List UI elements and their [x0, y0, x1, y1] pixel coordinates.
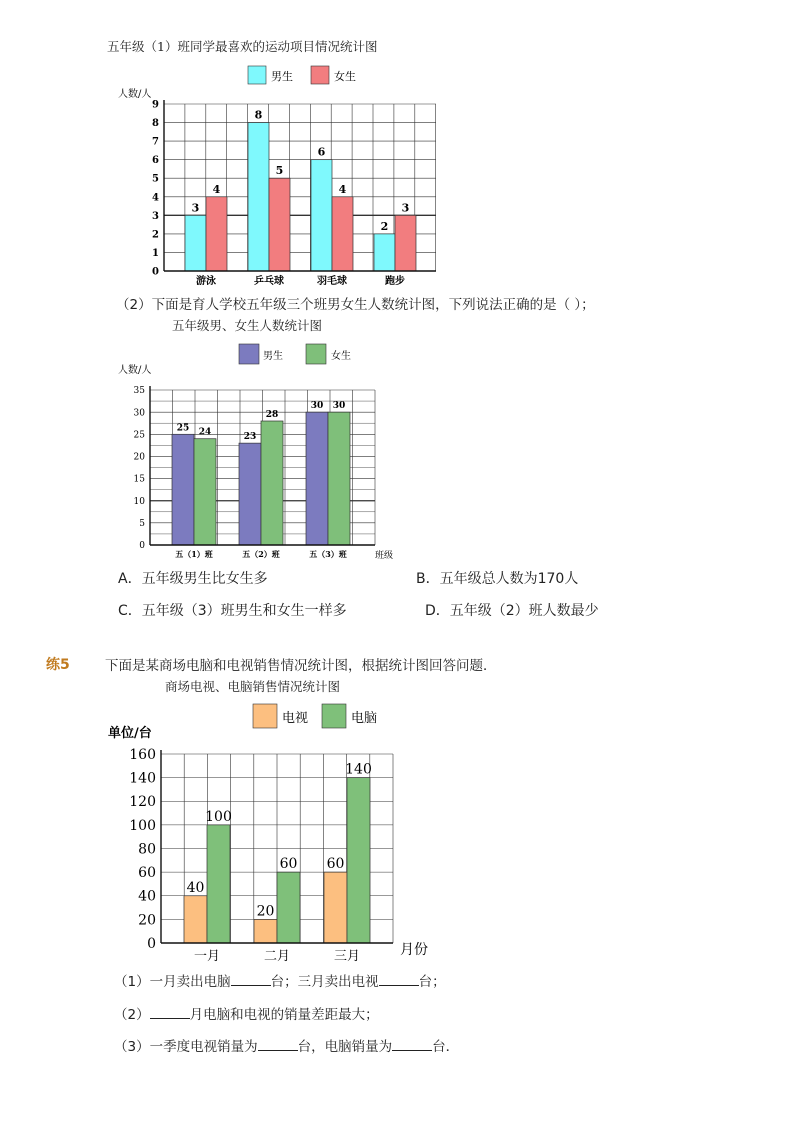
bar-tv-3 [324, 872, 347, 943]
data-label: 60 [279, 856, 298, 873]
data-label: 28 [265, 410, 279, 420]
y-tick-label: 5 [139, 519, 145, 530]
q1-part-c: 台； [418, 974, 446, 990]
data-label: 60 [326, 856, 345, 873]
q2-blank-1[interactable] [150, 1018, 190, 1019]
option-d[interactable]: D．五年级（2）班人数最少 [425, 603, 599, 619]
subquestion-1 [114, 970, 446, 990]
data-label: 30 [332, 401, 346, 412]
data-label: 24 [198, 427, 212, 438]
bar-boys-2 [239, 443, 261, 545]
subquestion-3 [114, 1035, 459, 1055]
bar-tv-1 [184, 896, 207, 943]
legend-boys-label: 男生 [263, 351, 283, 362]
chart2-svg [0, 330, 800, 570]
bar-pc-1 [207, 825, 230, 943]
bar-girls-2 [269, 178, 290, 271]
x-category-label: 三月 [333, 949, 361, 964]
y-tick-label: 6 [152, 155, 159, 167]
data-label: 140 [345, 761, 372, 778]
y-tick-label: 160 [129, 746, 156, 763]
x-category-label: 羽毛球 [317, 276, 347, 287]
bar-girls-1 [206, 197, 227, 271]
legend-girls-swatch [311, 66, 329, 84]
q3-part-a: （3）一季度电视销量为 [114, 1039, 258, 1055]
legend-tv-label: 电视 [282, 711, 309, 726]
x-category-label: 五（3）班 [309, 549, 347, 559]
chart2-xlabel: 班级 [375, 551, 394, 561]
y-tick-label: 120 [129, 794, 156, 811]
legend-boys-swatch [239, 344, 259, 364]
x-category-label: 一月 [193, 949, 221, 964]
chart3-title: 商场电视、电脑销售情况统计图 [165, 679, 341, 694]
chart1-title: 五年级（1）班同学最喜欢的运动项目情况统计图 [107, 39, 378, 54]
q1-blank-2[interactable] [379, 985, 419, 986]
bar-boys-2 [248, 123, 269, 271]
bar-girls-3 [332, 197, 353, 271]
data-label: 25 [176, 423, 190, 434]
q1-blank-1[interactable] [231, 985, 271, 986]
chart1-svg [0, 0, 800, 300]
data-label: 20 [256, 903, 275, 920]
legend-girls-label: 女生 [334, 70, 356, 83]
y-tick-label: 5 [152, 173, 159, 185]
bar-pc-3 [347, 778, 370, 943]
y-tick-label: 4 [152, 192, 159, 204]
question2-text: （2）下面是育人学校五年级三个班男女生人数统计图，下列说法正确的是（ ）； [116, 297, 595, 313]
data-label: 23 [243, 432, 257, 443]
bar-pc-2 [277, 872, 300, 943]
y-tick-label: 9 [152, 99, 159, 111]
bar-girls-4 [395, 215, 416, 271]
bar-girls-3 [328, 412, 350, 545]
legend-pc-swatch [322, 704, 346, 728]
y-tick-label: 30 [133, 408, 145, 419]
legend-girls-swatch [306, 344, 326, 364]
y-tick-label: 140 [129, 770, 156, 787]
x-category-label: 游泳 [196, 276, 216, 287]
x-category-label: 二月 [263, 949, 291, 964]
y-tick-label: 100 [129, 817, 156, 834]
y-tick-label: 0 [147, 935, 156, 952]
option-b[interactable]: B．五年级总人数为170人 [416, 571, 579, 587]
q3-blank-1[interactable] [258, 1050, 298, 1051]
x-category-label: 乒乓球 [254, 276, 284, 287]
data-label: 6 [317, 145, 326, 159]
bar-girls-1 [194, 439, 216, 545]
data-label: 4 [338, 182, 347, 196]
chart3-legend [253, 704, 377, 728]
q2-part-a: （2） [114, 1007, 150, 1023]
q1-part-a: （1）一月卖出电脑 [114, 974, 231, 990]
y-tick-label: 25 [133, 430, 145, 441]
bar-tv-2 [254, 919, 277, 943]
legend-boys-label: 男生 [271, 70, 293, 83]
bar-boys-3 [306, 412, 328, 545]
y-tick-label: 40 [138, 888, 156, 905]
option-c[interactable]: C．五年级（3）班男生和女生一样多 [118, 603, 347, 619]
data-label: 4 [212, 182, 221, 196]
q3-blank-2[interactable] [392, 1050, 432, 1051]
y-tick-label: 10 [133, 496, 145, 507]
chart3-svg [0, 695, 800, 965]
data-label: 8 [254, 108, 263, 122]
chart2-legend [239, 344, 351, 364]
legend-boys-swatch [248, 66, 266, 84]
option-a[interactable]: A．五年级男生比女生多 [118, 571, 268, 587]
y-tick-label: 20 [133, 452, 145, 463]
data-label: 3 [401, 201, 410, 215]
y-tick-label: 2 [152, 229, 159, 241]
y-tick-label: 80 [138, 841, 156, 858]
bar-girls-2 [261, 421, 283, 545]
x-category-label: 五（2）班 [242, 549, 280, 559]
q1-part-b: 台；三月卖出电视 [270, 974, 379, 990]
q3-part-b: 台，电脑销量为 [297, 1039, 393, 1055]
data-label: 100 [205, 808, 232, 825]
bar-boys-1 [185, 215, 206, 271]
data-label: 3 [191, 201, 200, 215]
legend-girls-label: 女生 [331, 351, 351, 362]
bar-boys-3 [311, 160, 332, 271]
legend-tv-swatch [253, 704, 277, 728]
y-tick-label: 3 [152, 210, 159, 222]
x-category-label: 五（1）班 [175, 549, 213, 559]
chart1-legend [248, 66, 356, 84]
y-tick-label: 15 [133, 474, 145, 485]
y-tick-label: 7 [152, 136, 159, 148]
exercise-intro: 下面是某商场电脑和电视销售情况统计图，根据统计图回答问题． [105, 658, 497, 674]
y-tick-label: 0 [152, 266, 159, 278]
chart2-title: 五年级男、女生人数统计图 [172, 318, 323, 333]
subquestion-2 [114, 1003, 379, 1023]
y-tick-label: 1 [152, 247, 159, 259]
data-label: 30 [310, 401, 324, 412]
data-label: 5 [275, 164, 284, 178]
data-label: 40 [186, 879, 205, 896]
y-tick-label: 60 [138, 865, 156, 882]
y-tick-label: 35 [133, 386, 145, 397]
data-label: 2 [380, 219, 389, 233]
chart2-ylabel: 人数/人 [118, 365, 152, 376]
q2-part-b: 月电脑和电视的销量差距最大； [189, 1007, 379, 1023]
chart1-ylabel: 人数/人 [118, 89, 152, 100]
y-tick-label: 8 [152, 118, 159, 130]
bar-boys-4 [374, 234, 395, 271]
chart3-ylabel: 单位/台 [108, 726, 152, 741]
chart3-xlabel: 月份 [400, 942, 428, 958]
y-tick-label: 20 [138, 912, 156, 929]
bar-boys-1 [172, 434, 194, 545]
legend-pc-label: 电脑 [351, 711, 378, 726]
exercise-label: 练5 [46, 657, 70, 673]
y-tick-label: 0 [139, 541, 145, 552]
x-category-label: 跑步 [385, 276, 405, 287]
q3-part-c: 台． [432, 1039, 460, 1055]
